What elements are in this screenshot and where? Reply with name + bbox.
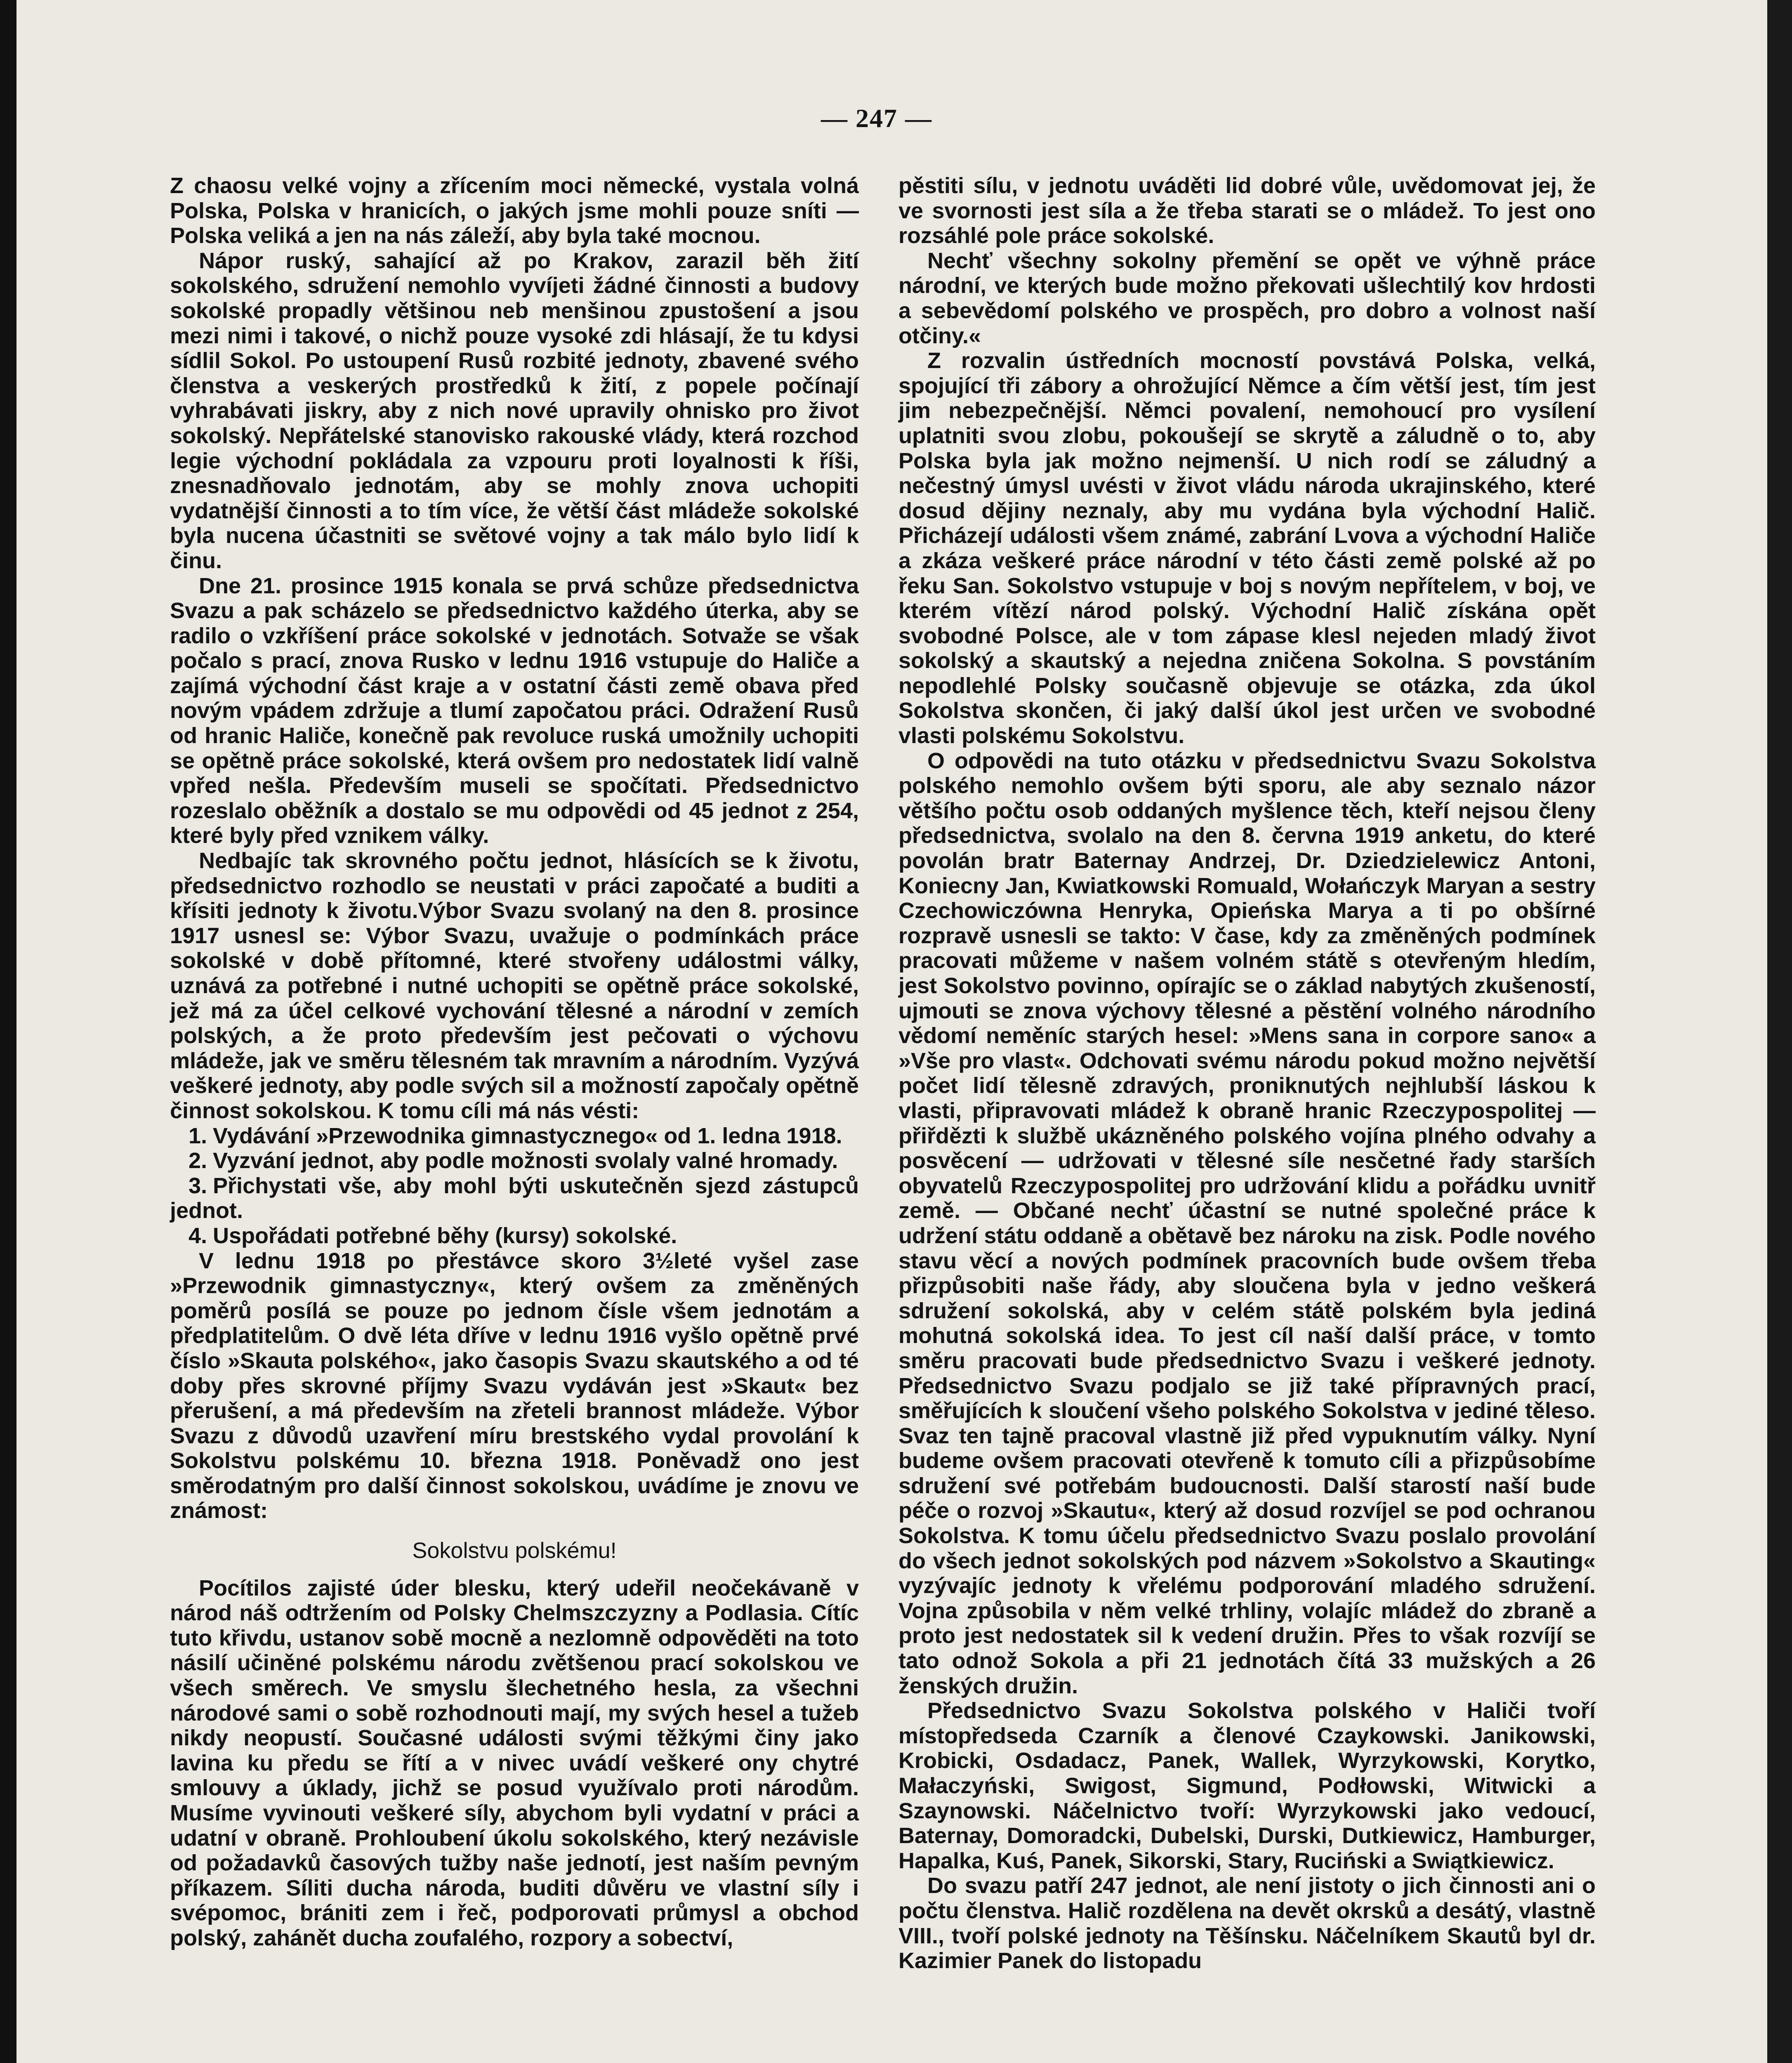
paragraph: Předsednictvo Svazu Sokolstva polského v Haliči tvoří místopředseda Czarník a členové Czaykowski. Janikowski, Krobicki, Osdadacz, Panek, Wallek, Wyrzykowski, Korytko, Małaczyński, Swigost, Sigmund, Podłowski, Witwicki a Szaynowski. Náčelnictvo tvoří: Wyrzykowski jako vedoucí, Baternay, Domoradcki, Dubelski, Durski, Dutkiewicz, Hamburger, Hapalka, Kuś, Panek, Sikorski, Stary, Ruciński a Swiątkiewicz. (898, 1698, 1596, 1873)
paragraph: Nechť všechny sokolny přemění se opět ve výhně práce národní, ve kterých bude možno překovati ušlechtilý kov hrdosti a sebevědomí polského ve prospěch, pro dobro a volnost naší otčiny.« (898, 248, 1596, 348)
paragraph: Pocítilos zajisté úder blesku, který udeřil neočekávaně v národ náš odtržením od Polsky Chelmszczyzny a Podlasia. Cítíc tuto křivdu, ustanov sobě mocně a nezlomně odpověděti na toto násilí učiněné polskému národu zvětšenou prací sokolskou ve všech směrech. Ve smyslu šlechetného hesla, za všechni národové sami o sobě rozhodnouti mají, my svých hesel a tužeb nikdy neopustí. Současné události svými těžkými činy jako lavina ku předu se řítí a v nivec uvádí veškeré ony chytré smlouvy a úklady, jichž se posud využívalo proti národům. Musíme vyvinouti veškeré síly, abychom byli vydatní v práci a udatní v obraně. Prohloubení úkolu sokolského, který nezávisle od požadavků časových tužby naše jednotí, jest naším pevným příkazem. Síliti ducha národa, buditi důvěru ve vlastní síly i svépomoc, brániti zem i řeč, podporovati průmysl a obchod polský, zahánět ducha zoufalého, rozpory a sobectví, (170, 1575, 859, 1950)
paragraph: Nedbajíc tak skrovného počtu jednot, hlásících se k životu, předsednictvo rozhodlo se neustati v práci započaté a buditi a křísiti jednoty k životu.Výbor Svazu svolaný na den 8. prosince 1917 usnesl se: Výbor Svazu, uvažuje o podmínkách práce sokolské v době přítomné, které stvořeny událostmi války, uznává za potřebné i nutné uchopiti se opětně práce sokolské, jež má za účel celkové vychování tělesné a národní v zemích polských, a že proto především jest pečovati o výchovu mládeže, jak ve směru tělesném tak mravním a národním. Vyzývá veškeré jednoty, aby podle svých sil a možností započaly opětně činnost sokolskou. K tomu cíli má nás vésti: (170, 848, 859, 1123)
paragraph: Nápor ruský, sahající až po Krakov, zarazil běh žití sokolského, sdružení nemohlo vyvíjeti žádné činnosti a budovy sokolské propadly většinou neb menšinou zpustošení a jsou mezi nimi i takové, o nichž pouze vysoké zdi hlásají, že tu kdysi sídlil Sokol. Po ustoupení Rusů rozbité jednoty, zbavené svého členstva a veskerých prostředků k žití, z popele počínají vyhrabávati jiskry, aby z nich nové upravily ohnisko pro život sokolský. Nepřátelské stanovisko rakouské vlády, která rozchod legie východní pokládala za vzpouru proti loyalnosti k říši, znesnadňovalo jednotám, aby se mohly znova uchopiti vydatnější činnosti a to tím více, že větší část mládeže sokolské byla nucena účastniti se světové vojny a tak málo bylo lidí k činu. (170, 248, 859, 573)
right-column (898, 173, 1596, 1973)
page-number: — 247 — (821, 104, 932, 133)
list-item: 3. Přichystati vše, aby mohl býti uskutečněn sjezd zástupců jednot. (170, 1173, 859, 1223)
paragraph: O odpovědi na tuto otázku v předsednictvu Svazu Sokolstva polského nemohlo ovšem býti sporu, ale aby seznalo názor většího počtu osob oddaných myšlence těch, kteří nejsou členy předsednictva, svolalo na den 8. června 1919 anketu, do které povolán bratr Baternay Andrzej, Dr. Dziedzielewicz Antoni, Koniecny Jan, Kwiatkowski Romuald, Wołańczyk Maryan a sestry Czechowiczówna Henryka, Opieńska Marya a ti po obšírné rozpravě usnesli se takto: V čase, kdy za změněných podmínek pracovati můžeme v našem volném státě s otevřeným hledím, jest Sokolstvo povinno, opírajíc se o základ nabytých zkušeností, ujmouti se znova výchovy tělesné a pěstění volného národního vědomí neměníc starých hesel: »Mens sana in corpore sano« a »Vše pro vlast«. Odchovati svému národu pokud možno největší počet lidí tělesně zdravých, proniknutých nejhlubší láskou k vlasti, připravovati mládež k obraně hranic Rzeczypospolitej — přiřdězti k službě ukázněného polského vojína plného odvahy a posvěcení — udržovati v tělesné síle nesčetné řady starších obyvatelů Rzeczypospolitej pro udržování klidu a pořádku uvnitř země. — Občané nechť účastní se nutné společné práce k udržení státu oddaně a obětavě bez nároku na zisk. Podle nového stavu věcí a nových podmínek pracovních bude ovšem třeba přizpůsobiti naše řády, aby sloučena byla v jedno veškerá sdružení sokolská, aby v celém státě polském byla jediná mohutná sokolská idea. To jest cíl naší další práce, v tomto směru pracovati bude předsednictvo Svazu i veškeré jednoty. Předsednictvo Svazu podjalo se již také přípravných prací, směřujících k sloučení všeho polského Sokolstva v jediné těleso. Svaz ten tajně pracoval vlastně již před vypuknutím války. Nyní budeme ovšem pracovati otevřeně k tomuto cíli a přizpůsobíme sdružení své potřebám budoucnosti. Další starostí naší bude péče o rozvoj »Skautu«, který až dosud rozvíjel se pod ochranou Sokolstva. K tomu účelu předsednictvo Svazu poslalo provolání do všech jednot sokolských pod názvem »Sokolstvo a Skauting« vyzývajíc jednoty k vřelému podporování mladého sdružení. Vojna způsobila v něm velké trhliny, volajíc mládež do zbraně a proto jest nedostatek sil k vedení družin. Přes to však rozvíjí se tato odnož Sokola a při 21 jednotách čítá 33 mužských a 26 ženských družin. (898, 748, 1596, 1698)
paragraph: Z chaosu velké vojny a zřícením moci německé, vystala volná Polska, Polska v hranicích, o jakých jsme mohli pouze sníti — Polska veliká a jen na nás záleží, aby byla také mocnou. (170, 173, 859, 248)
paragraph: Z rozvalin ústředních mocností povstává Polska, velká, spojující tři zábory a ohrožující Němce a čím větší jest, tím jest jim nebezpečnější. Němci povalení, nemohoucí pro vysílení uplatniti svou zlobu, pokoušejí se skrytě a záludně o to, aby Polska byla jak možno nejmenší. U nich rodí se záludný a nečestný úmysl uvésti v život vládu národa ukrajinského, které dosud dějiny neznaly, aby mu vydána byla východní Halič. Přicházejí události všem známé, zabrání Lvova a východní Haliče a zkáza veškeré práce národní v této části země polské až po řeku San. Sokolstvo vstupuje v boj s novým nepřítelem, v boj, ve kterém vítězí národ polský. Východní Halič získána opět svobodné Polsce, ale v tom zápase klesl nejeden mladý život sokolský a skautský a nejedna zničena Sokolna. S povstáním nepodlehlé Polsky současně objevuje se otázka, zda úkol Sokolstva skončen, či jaký další úkol jest určen ve svobodné vlasti polskému Sokolstvu. (898, 348, 1596, 748)
proclamation-heading: Sokolstvu polskému! (412, 1538, 617, 1563)
scan-border-right (1767, 0, 1792, 2063)
list-item: 2. Vyzvání jednot, aby podle možnosti svolaly valné hromady. (188, 1148, 838, 1173)
list-item: 4. Uspořádati potřebné běhy (kursy) sokolské. (188, 1223, 677, 1248)
list-item: 1. Vydávání »Przewodnika gimnastycznego« od 1. ledna 1918. (188, 1123, 842, 1148)
paragraph: Dne 21. prosince 1915 konala se prvá schůze předsednictva Svazu a pak scházelo se předsednictvo každého úterka, aby se radilo o vzkříšení práce sokolské v jednotách. Sotvaže se však počalo s prací, znova Rusko v lednu 1916 vstupuje do Haliče a zajímá východní část kraje a v ostatní části země obava před novým vpádem zdržuje a tlumí započatou práci. Odražení Rusů od hranic Haliče, konečně pak revoluce ruská umožnily uchopiti se opětně práce sokolské, která ovšem pro nedostatek lidí valně vpřed nešla. Především museli se spočítati. Předsednictvo rozeslalo oběžník a dostalo se mu odpovědi od 45 jednot z 254, které byly před vznikem války. (170, 573, 859, 848)
scan-border-left (0, 0, 17, 2063)
paragraph: V lednu 1918 po přestávce skoro 3½leté vyšel zase »Przewodnik gimnastyczny«, který ovšem za změněných poměrů posílá se pouze po jednom čísle všem jednotám a předplatitelům. O dvě léta dříve v lednu 1916 vyšlo opětně prvé číslo »Skauta polského«, jako časopis Svazu skautského a od té doby přes skrovné příjmy Svazu vydáván jest »Skaut« bez přerušení, a má především na zřeteli brannost mládeže. Výbor Svazu z důvodů uzavření míru brestského vydal provolání k Sokolstvu polskému 10. března 1918. Poněvadž ono jest směrodatným pro další činnost sokolskou, uvádíme je znovu ve známost: (170, 1248, 859, 1523)
paragraph: Do svazu patří 247 jednot, ale není jistoty o jich činnosti ani o počtu členstva. Halič rozdělena na devět okrsků a desátý, vlastně VIII., tvoří polské jednoty na Těšínsku. Náčelníkem Skautů byl dr. Kazimier Panek do listopadu (898, 1873, 1596, 1973)
left-column (170, 173, 859, 1951)
paragraph: pěstiti sílu, v jednotu uváděti lid dobré vůle, uvědomovat jej, že ve svornosti jest síla a že třeba starati se o mládež. To jest ono rozsáhlé pole práce sokolské. (898, 173, 1596, 248)
